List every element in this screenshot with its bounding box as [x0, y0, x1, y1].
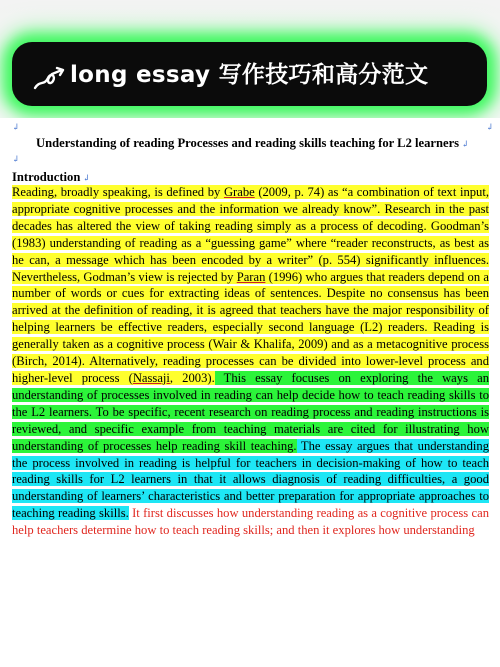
document-title: Understanding of reading Processes and reading skills teaching for L2 learners ↲ — [36, 136, 469, 150]
citation-nassaji: Nassaji — [132, 370, 170, 385]
banner-title: long essay 写作技巧和高分范文 — [70, 62, 429, 88]
highlighted-text-green: This essay focuses on exploring the ways an understanding of processes involved in reading can help decide how to teach reading skills to the L2 learners. To be specific, recent research on reading process and reading instructions is reviewed, and specific example from teaching materials are cited for illustrating how understanding of processes help reading skill teaching. — [12, 370, 489, 453]
highlighted-text-yellow: Reading, broadly speaking, is defined by Grabe (2009, p. 74) as “a combination of text input, appropriate cognitive processes and the information we already know”. Research in the past decades has altered the view of taking reading simply as a process of decoding. Goodman’s (1983) understanding of reading as a “guessing game” where “reader reconstructs, as best as he can, a message which has been encoded by a writer” (p. 554) significantly influences. Nevertheless, Godman’s view is rejected by Paran (1996) who argues that readers depend on a number of words or cues for extracting ideas of sentences. Despite no consensus has been arrived at the definition of reading, it is agreed that teachers have the major responsibility of helping learners be effective readers, especially second language (L2) readers. Reading is generally taken as a cognitive process (Wair & Khalifa, 2009) and as a metacognitive process (Birch, 2014). Alternatively, reading processes can be divided into lower-level process and higher-level process (Nassaji, 2003). — [12, 185, 490, 385]
citation-paran: Paran — [236, 269, 266, 284]
paragraph-mark-icon: ↲ — [12, 154, 20, 164]
citation-grabe: Grabe — [223, 185, 255, 199]
introduction-paragraph — [12, 184, 489, 539]
scribble-arrow-icon — [32, 64, 68, 92]
title-banner — [12, 42, 487, 106]
highlighted-text-cyan: The essay argues that understanding the process involved in reading is helpful for teachers in decision-making of how to teach reading skills for L2 learners in that it allows diagnosis of reading difficulties, a good understanding of learners’ characteristics and better preparation for appropriate approaches to teaching reading skills. — [12, 438, 489, 521]
paragraph-mark-icon: ↲ — [12, 122, 20, 132]
red-text: It first discusses how understanding reading as a cognitive process can help teachers determine how to teach reading skills; and then it explores how understanding — [12, 506, 489, 538]
paragraph-mark-icon: ↲ — [486, 122, 494, 132]
section-heading: Introduction ↲ — [12, 170, 91, 184]
